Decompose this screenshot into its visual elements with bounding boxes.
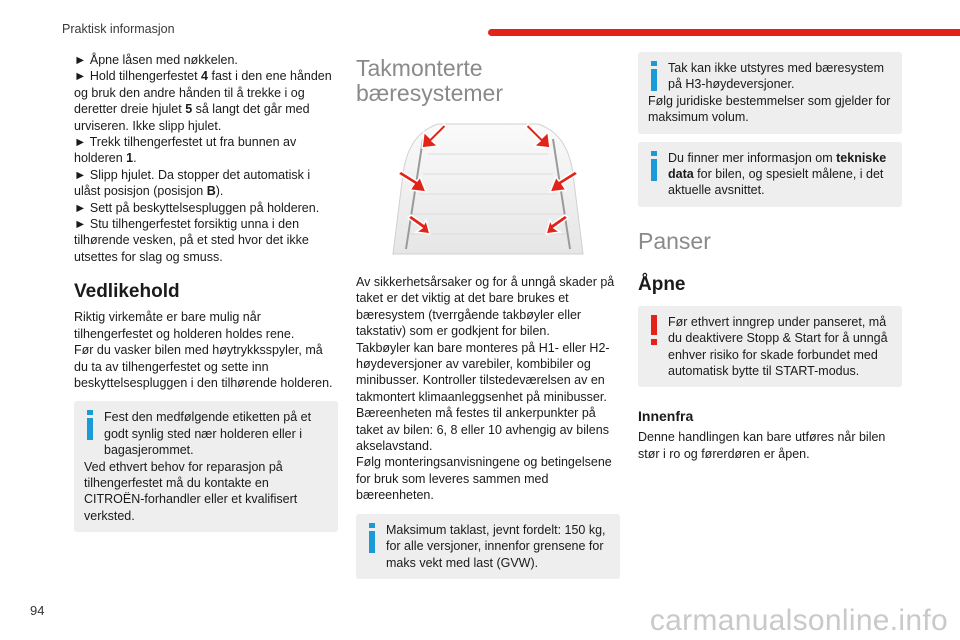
note-text: Ved ethvert behov for reparasjon på tilhengerfestet må du kontakte en CITROËN-forhandler eller et kvalifisert verksted. xyxy=(84,459,298,523)
step-item: ► Stu tilhengerfestet forsiktig unna i den tilhørende vesken, på et sted hvor det ikke utsettes for slag og smuss. xyxy=(74,217,309,264)
warning-note xyxy=(638,306,902,388)
watermark: carmanualsonline.info xyxy=(649,604,948,637)
page-number: 94 xyxy=(30,603,45,618)
maintenance-heading: Vedlikehold xyxy=(74,281,180,303)
open-heading: Åpne xyxy=(638,273,686,295)
info-icon xyxy=(366,523,378,553)
step-item: ► Trekk tilhengerfestet ut fra bunnen av holderen 1. xyxy=(74,135,297,166)
hood-heading: Panser xyxy=(638,227,711,254)
header-accent-bar xyxy=(488,29,960,36)
note-text: Maksimum taklast, jevnt fordelt: 150 kg, for alle versjoner, innenfor grensene for maks vekt med last (GVW). xyxy=(386,522,606,570)
paragraph: Følg monteringsanvisningene og betingelsene for bruk som leveres sammen med bæreenheten. xyxy=(356,455,612,503)
from-inside-text: Denne handlingen kan bare utføres når bilen stør i ro og førerdøren er åpen. xyxy=(638,430,886,461)
info-note xyxy=(638,142,902,207)
warning-icon xyxy=(648,315,660,345)
paragraph: Takbøyler kan bare monteres på H1- eller H2-høydeversjoner av varebiler, kombibiler og minibusser. Kontroller tilstedeværelsen av en takmontert klimaanleggsenhet på minibusser. xyxy=(356,340,610,404)
step-item: ► Sett på beskyttelsespluggen på holderen. xyxy=(74,200,320,215)
info-note xyxy=(356,514,620,579)
paragraph: Bæreenheten må festes til ankerpunkter på taket av bilen: 6, 8 eller 10 avhengig av bilens akselavstand. xyxy=(356,406,609,454)
header-section-title: Praktisk informasjon xyxy=(62,22,175,36)
info-icon xyxy=(648,151,660,181)
column-left xyxy=(74,52,338,532)
info-icon xyxy=(84,410,96,440)
column-right xyxy=(638,52,902,462)
info-note xyxy=(638,52,902,134)
maintenance-paragraph: Før du vasker bilen med høytrykksspyler, må du ta av tilhengerfestet og sette inn beskyttelsespluggen i den tilhørende holderen. xyxy=(74,343,333,390)
note-text: Tak kan ikke utstyres med bæresystem på H3-høydeversjoner. xyxy=(668,61,885,92)
from-inside-heading: Innenfra xyxy=(638,408,694,425)
info-note xyxy=(74,401,338,532)
roof-carrier-heading: Takmonterte bæresystemer xyxy=(356,55,503,106)
paragraph: Av sikkerhetsårsaker og for å unngå skader på taket er det viktig at det bare brukes et bæresystem (tverrgående takbøyler eller takstativ) som er godkjent for bilen. xyxy=(356,275,615,339)
column-middle xyxy=(356,52,620,579)
note-text: Følg juridiske bestemmelser som gjelder for maksimum volum. xyxy=(648,93,891,125)
info-icon xyxy=(648,61,660,91)
maintenance-paragraph: Riktig virkemåte er bare mulig når tilhengerfestet og holderen holdes rene. xyxy=(74,310,295,341)
step-list xyxy=(74,52,338,265)
step-item: ► Slipp hjulet. Da stopper det automatisk i ulåst posisjon (posisjon B). xyxy=(74,167,311,199)
step-item: ► Hold tilhengerfestet 4 fast i den ene hånden og bruk den andre hånden til å trekke i og deretter dreie hjulet 5 så langt det går med urviseren. Ikke slipp hjulet. xyxy=(74,69,332,133)
warning-text: Før ethvert inngrep under panseret, må du deaktivere Stopp & Start for å unngå enhver risiko for skade forbundet med automatisk bytte til START-modus. xyxy=(668,314,888,379)
roof-carrier-illustration xyxy=(368,114,608,264)
step-item: ► Åpne låsen med nøkkelen. xyxy=(74,53,238,67)
roof-carrier-text xyxy=(356,274,620,504)
note-text: Du finner mer informasjon om tekniske data for bilen, og spesielt målene, i det aktuelle avsnittet. xyxy=(668,150,887,198)
note-text: Fest den medfølgende etiketten på et godt synlig sted nær holderen eller i bagasjerommet. xyxy=(104,410,312,458)
